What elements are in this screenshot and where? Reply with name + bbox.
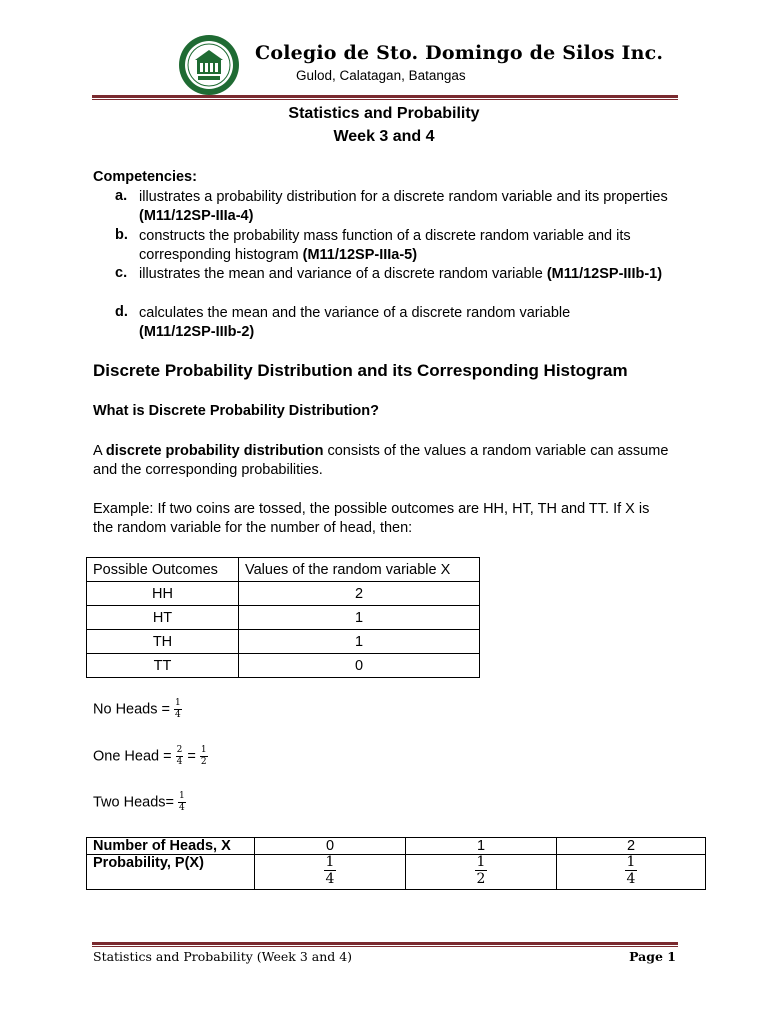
competency-letter: a. — [115, 188, 128, 204]
fraction: $\frac{2}{4}$ — [176, 745, 183, 767]
one-head-equation: One Head = $\frac{2}{4}$ = $\frac{1}{2}$ — [93, 745, 207, 767]
definition-paragraph: A discrete probability distribution consists of the values a random variable can assume and the corresponding probabilities. — [93, 443, 669, 478]
no-heads-equation: No Heads = $\frac{1}{4}$ — [93, 698, 181, 720]
page-subtitle: Week 3 and 4 — [333, 128, 435, 145]
header-rule — [92, 95, 678, 98]
table-cell: 1 — [239, 630, 480, 654]
fraction: $\frac{1}{4}$ — [626, 854, 636, 887]
table-cell: HH — [87, 582, 239, 606]
table-cell: 2 — [557, 838, 706, 855]
table-cell: TT — [87, 654, 239, 678]
competency-code: (M11/12SP-IIIa-5) — [302, 247, 418, 263]
school-address: Gulod, Calatagan, Batangas — [296, 68, 466, 83]
probability-table — [86, 837, 706, 890]
competency-letter: b. — [115, 227, 128, 243]
fraction: $\frac{1}{2}$ — [200, 745, 207, 767]
competency-text: illustrates a probability distribution for a discrete random variable and its properties (M11/12SP-IIIa-4) — [139, 189, 668, 224]
header-rule-thin — [92, 99, 678, 100]
competency-text: calculates the mean and the variance of a discrete random variable (M11/12SP-IIIb-2) — [139, 305, 571, 340]
footer-rule-thin — [92, 946, 678, 947]
competencies-heading: Competencies: — [93, 169, 197, 185]
table-cell — [255, 855, 406, 890]
competency-letter: c. — [115, 265, 128, 281]
page-number: Page 1 — [629, 949, 676, 964]
competency-text: illustrates the mean and variance of a discrete random variable (M11/12SP-IIIb-1) — [139, 266, 663, 282]
table-cell: 1 — [239, 606, 480, 630]
table-row-label: Number of Heads, X — [87, 838, 255, 855]
school-name: Colegio de Sto. Domingo de Silos Inc. — [255, 42, 664, 64]
footer-course-title: Statistics and Probability (Week 3 and 4) — [93, 949, 353, 964]
page-title: Statistics and Probability — [288, 105, 480, 122]
competency-code: (M11/12SP-IIIa-4) — [139, 208, 254, 224]
table-cell — [557, 855, 706, 890]
table-row — [87, 606, 480, 630]
competency-code: (M11/12SP-IIIb-2) — [139, 324, 255, 340]
section-question: What is Discrete Probability Distribution? — [93, 403, 380, 419]
table-row — [87, 654, 480, 678]
fraction: $\frac{1}{2}$ — [476, 854, 486, 887]
school-seal-logo — [178, 34, 240, 96]
competency-code: (M11/12SP-IIIb-1) — [546, 266, 663, 282]
table-cell: HT — [87, 606, 239, 630]
table-cell: TH — [87, 630, 239, 654]
fraction: $\frac{1}{4}$ — [179, 791, 185, 813]
table-row — [87, 838, 706, 855]
table-cell: 0 — [255, 838, 406, 855]
table-row-label: Probability, P(X) — [87, 855, 255, 890]
footer-rule — [92, 942, 678, 945]
competency-letter: d. — [115, 304, 128, 320]
table-row — [87, 582, 480, 606]
fraction: $\frac{1}{4}$ — [175, 698, 181, 720]
table-header-row — [87, 558, 480, 582]
table-header-cell: Values of the random variable X — [239, 558, 480, 582]
table-cell: 2 — [239, 582, 480, 606]
fraction: $\frac{1}{4}$ — [325, 854, 335, 887]
definition-term: discrete probability distribution — [105, 443, 324, 459]
outcomes-table — [86, 557, 480, 678]
two-heads-equation: Two Heads= $\frac{1}{4}$ — [93, 791, 185, 813]
competency-text: constructs the probability mass function of a discrete random variable and its corresponding histogram (M11/12SP-IIIa-5) — [139, 228, 631, 263]
section-title: Discrete Probability Distribution and its Corresponding Histogram — [93, 361, 628, 380]
table-cell: 0 — [239, 654, 480, 678]
table-header-cell: Possible Outcomes — [87, 558, 239, 582]
table-row — [87, 855, 706, 890]
table-cell: 1 — [406, 838, 557, 855]
table-cell — [406, 855, 557, 890]
table-row — [87, 630, 480, 654]
example-paragraph: Example: If two coins are tossed, the possible outcomes are HH, HT, TH and TT. If X is the random variable for the number of head, then: — [93, 501, 650, 536]
